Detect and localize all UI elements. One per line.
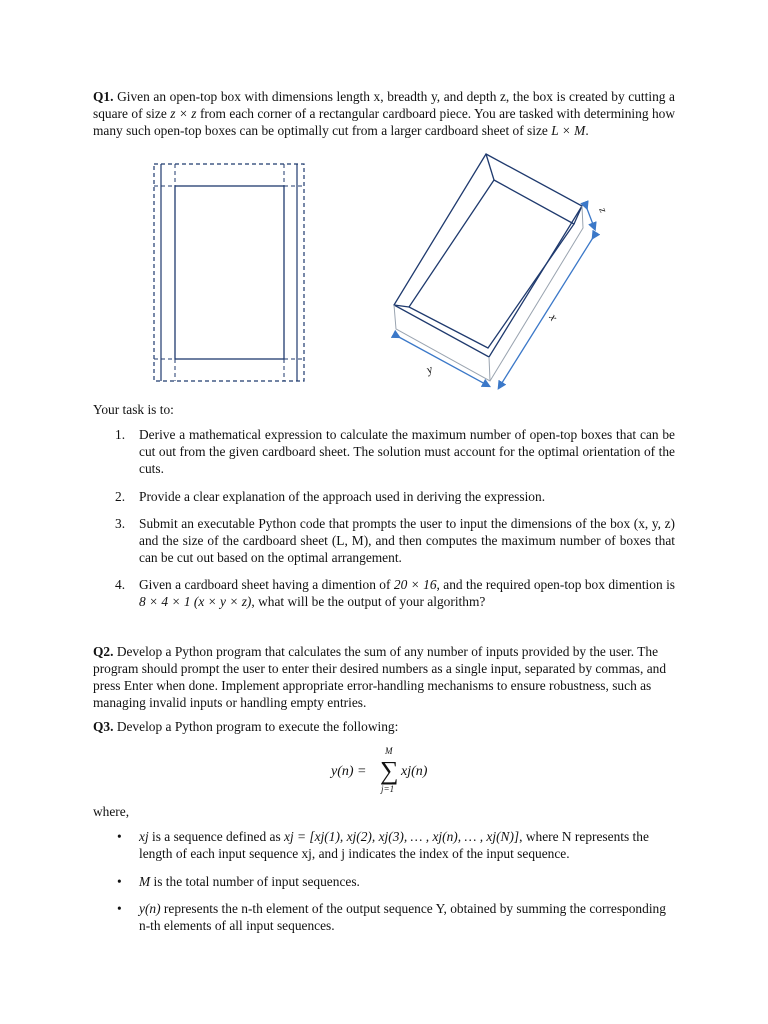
q1-text-3: . bbox=[585, 123, 589, 138]
box-bottom-edge bbox=[394, 206, 583, 381]
formula-lower-limit: j=1 bbox=[381, 784, 395, 794]
q3-label: Q3. bbox=[93, 719, 114, 734]
dimension-arrows bbox=[397, 206, 594, 386]
formula-rhs: xj(n) bbox=[401, 764, 428, 779]
box-rim bbox=[394, 154, 582, 357]
q3-text: Develop a Python program to execute the following: bbox=[113, 719, 399, 734]
q2-label: Q2. bbox=[93, 644, 114, 659]
task-item: 2. Provide a clear explanation of the approach used in deriving the expression. bbox=[115, 489, 546, 504]
q3-paragraph bbox=[93, 718, 675, 735]
y-dimension-arrow bbox=[397, 336, 487, 385]
formula-lhs: y(n) = bbox=[331, 764, 367, 779]
box-figure bbox=[0, 0, 768, 400]
z-label: z bbox=[596, 206, 610, 215]
y-label: y bbox=[424, 361, 435, 377]
z-dimension-arrow bbox=[586, 206, 594, 227]
x-label: x bbox=[546, 310, 561, 324]
definition-item: • y(n) represents the n-th element of the output sequence Y, obtained by summing the corresponding n-th elements of all input sequences. bbox=[117, 901, 666, 933]
task-item: 3. Submit an executable Python code that prompts the user to input the dimensions of the box (x, y, z) and the size of the cardboard sheet (L, M), and then computes the maximum number of boxes that can be cut out based on the optimal arrangement. bbox=[115, 516, 675, 565]
where-label: where, bbox=[93, 804, 130, 819]
open-box-diagram bbox=[394, 154, 583, 381]
q1-math-1: z × z bbox=[170, 106, 197, 121]
q1-text-1: Given an open-top box with dimensions length x, breadth y, and depth z, the box is created by cutting a square of size bbox=[93, 89, 675, 121]
q1-label: Q1. bbox=[93, 89, 114, 104]
q1-math-2: L × M bbox=[551, 123, 586, 138]
cardboard-outer-rect bbox=[154, 164, 304, 381]
task-list bbox=[93, 426, 675, 620]
definition-item: • xj is a sequence defined as xj = [xj(1), xj(2), xj(3), … , xj(n), … , xj(N)], where N represents the length of each input sequence xj, and j indicates the index of the input sequence. bbox=[117, 829, 649, 861]
definition-item: • M is the total number of input sequences. bbox=[117, 874, 360, 889]
q2-text: Develop a Python program that calculates the sum of any number of inputs provided by the user. The program should prompt the user to enter their desired numbers as a single input, separated by commas, and press Enter when done. Implement appropriate error-handling mechanisms to ensure robustness, such as managing invalid inputs or handling empty entries. bbox=[93, 644, 667, 710]
flat-cardboard-diagram bbox=[154, 164, 304, 381]
task-item: 4. Given a cardboard sheet having a dimention of 20 × 16, and the required open-top box dimention is 8 × 4 × 1 (x × y × z), what will be the output of your algorithm? bbox=[115, 577, 675, 609]
cardboard-inner-rect bbox=[175, 186, 284, 359]
q1-text-2: from each corner of a rectangular cardboard piece. You are tasked with determining how many such open-top boxes can be optimally cut from a larger cardboard sheet of size bbox=[93, 106, 676, 138]
definition-list bbox=[93, 828, 675, 944]
task-intro: Your task is to: bbox=[93, 402, 174, 417]
summation-formula bbox=[0, 744, 768, 796]
task-item: 1. Derive a mathematical expression to calculate the maximum number of open-top boxes that can be cut out from the given cardboard sheet. The solution must account for the optimal orientation of the cuts. bbox=[115, 427, 675, 476]
formula-upper-limit: M bbox=[385, 746, 393, 756]
formula-sum-symbol: ∑ bbox=[380, 756, 399, 785]
q2-paragraph bbox=[93, 643, 675, 711]
